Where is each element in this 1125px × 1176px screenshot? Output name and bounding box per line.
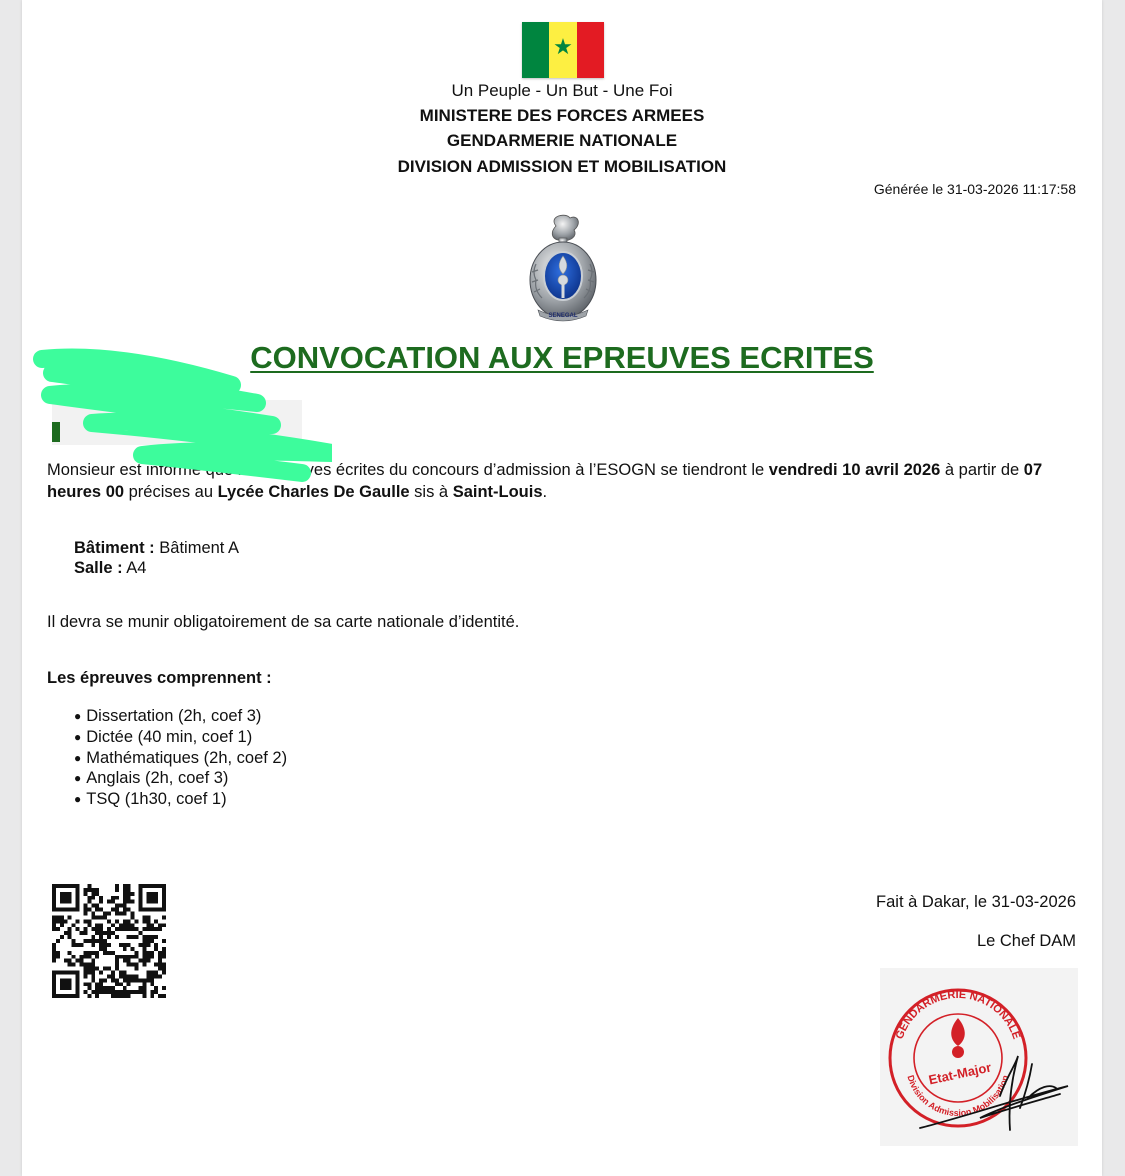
location-details <box>74 538 239 578</box>
flag-band-red <box>577 22 604 78</box>
signatory-title: Le Chef DAM <box>976 932 1076 950</box>
exam-date: vendredi 10 avril 2026 <box>768 461 941 479</box>
exam-time: 07 heures 00 <box>47 461 1043 501</box>
list-item: ● Dissertation (2h, coef 3) <box>74 707 287 728</box>
gendarmerie-emblem-icon <box>518 212 608 324</box>
exam-city: Saint-Louis <box>452 483 543 501</box>
place-and-date: Fait à Dakar, le 31-03-2026 <box>876 893 1076 911</box>
document-title: CONVOCATION AUX EPREUVES ECRITES <box>250 340 874 375</box>
flag-star-icon: ★ <box>553 34 573 59</box>
qr-code-icon <box>51 884 167 998</box>
service-name: GENDARMERIE NATIONALE <box>446 131 678 150</box>
salutation: Monsieur <box>47 461 115 479</box>
convocation-document <box>22 0 1102 1176</box>
building-row <box>74 538 239 558</box>
national-motto: Un Peuple - Un But - Une Foi <box>451 81 673 100</box>
room-row <box>74 558 239 578</box>
stamp-center-text: Etat-Major <box>927 1059 993 1088</box>
para-text-5: . <box>542 483 548 501</box>
exams-heading: Les épreuves comprennent : <box>47 669 272 687</box>
list-item: ● TSQ (1h30, coef 1) <box>74 790 287 811</box>
list-item: ● Mathématiques (2h, coef 2) <box>74 749 287 770</box>
exam-place: Lycée Charles De Gaulle <box>217 483 410 501</box>
para-text-3: précises au <box>124 483 218 501</box>
list-item: ● Anglais (2h, coef 3) <box>74 769 287 790</box>
para-text-4: sis à <box>409 483 453 501</box>
ministry-name: MINISTERE DES FORCES ARMEES <box>419 106 705 125</box>
flag-band-green <box>522 22 549 78</box>
building-label: Bâtiment : <box>74 539 155 557</box>
room-label: Salle : <box>74 559 123 577</box>
id-card-notice: Il devra se munir obligatoirement de sa carte nationale d’identité. <box>47 613 520 631</box>
division-name: DIVISION ADMISSION ET MOBILISATION <box>397 157 727 176</box>
room-value: A4 <box>126 559 147 577</box>
stamp-top-text: GENDARMERIE NATIONALE <box>893 988 1023 1041</box>
para-text-1: est informé que les épreuves écrites du concours d’admission à l’ESOGN se tiendront le <box>114 461 769 479</box>
para-text-2: à partir de <box>940 461 1024 479</box>
emblem-text: SENEGAL <box>548 313 578 319</box>
building-value: Bâtiment A <box>159 539 240 557</box>
official-stamp-icon <box>880 968 1078 1146</box>
flag-band-yellow <box>549 22 576 78</box>
qr-modules <box>52 884 166 998</box>
redaction-overlay <box>32 345 332 485</box>
list-item: ● Dictée (40 min, coef 1) <box>74 728 287 749</box>
generated-timestamp: Générée le 31-03-2026 11:17:58 <box>873 181 1076 197</box>
senegal-flag-icon <box>522 22 604 78</box>
stamp-bottom-text: Division Admission Mobilisation <box>905 1073 1011 1119</box>
exams-list <box>74 707 287 811</box>
